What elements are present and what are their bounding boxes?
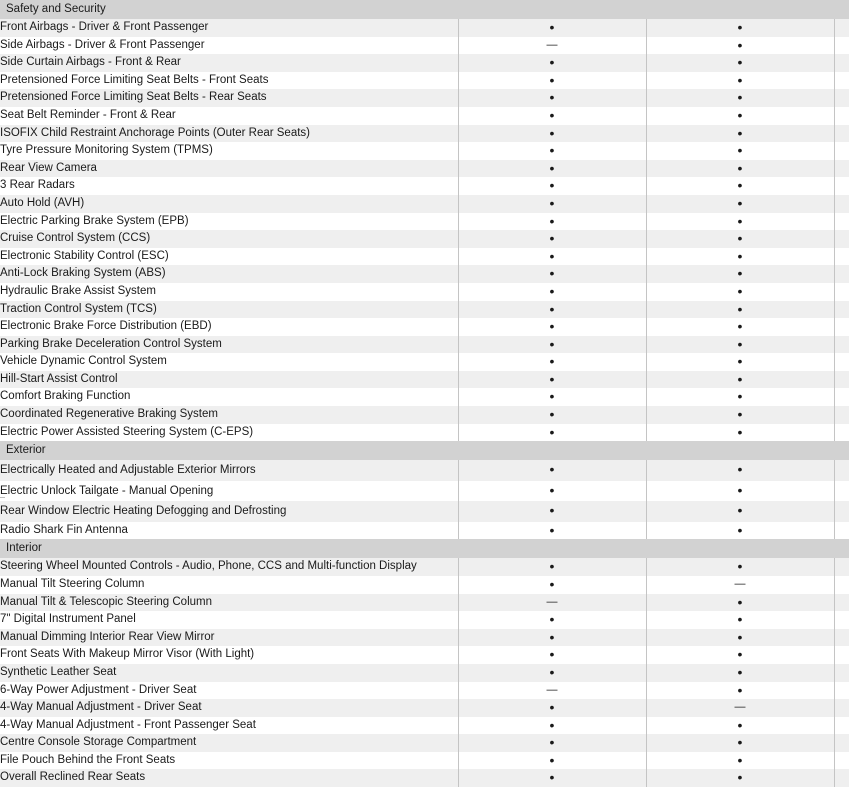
section-header-row <box>0 0 849 19</box>
included-mark-icon: • <box>549 699 555 716</box>
variant-1-availability <box>458 89 646 107</box>
row-end-spacer <box>834 318 849 336</box>
included-mark-icon: • <box>549 124 555 141</box>
variant-1-availability <box>458 558 646 576</box>
variant-1-availability <box>458 142 646 160</box>
row-end-spacer <box>834 336 849 354</box>
variant-2-availability <box>646 611 834 629</box>
variant-1-availability <box>458 248 646 266</box>
section-title: Exterior <box>0 441 849 460</box>
feature-label: Pretensioned Force Limiting Seat Belts - Front Seats <box>0 72 458 90</box>
included-mark-icon: • <box>549 71 555 88</box>
feature-label: Comfort Braking Function <box>0 388 458 406</box>
feature-label: Electric Power Assisted Steering System (C-EPS) <box>0 424 458 442</box>
row-end-spacer <box>834 195 849 213</box>
included-mark-icon: • <box>737 423 743 440</box>
variant-1-availability <box>458 107 646 125</box>
table-row <box>0 19 849 37</box>
table-row <box>0 769 849 787</box>
row-end-spacer <box>834 699 849 717</box>
variant-1-availability <box>458 371 646 389</box>
included-mark-icon: • <box>549 423 555 440</box>
included-mark-icon: • <box>549 521 555 538</box>
feature-label: Anti-Lock Braking System (ABS) <box>0 265 458 283</box>
feature-label: Manual Dimming Interior Rear View Mirror <box>0 629 458 647</box>
variant-2-availability <box>646 265 834 283</box>
included-mark-icon: • <box>549 300 555 317</box>
row-end-spacer <box>834 576 849 594</box>
variant-1-availability <box>458 265 646 283</box>
row-end-spacer <box>834 664 849 682</box>
row-end-spacer <box>834 54 849 72</box>
variant-1-availability <box>458 160 646 178</box>
table-row <box>0 89 849 107</box>
table-row <box>0 682 849 700</box>
variant-2-availability <box>646 769 834 787</box>
included-mark-icon: • <box>737 769 743 786</box>
variant-1-availability <box>458 682 646 700</box>
included-mark-icon: • <box>737 36 743 53</box>
variant-1-availability <box>458 177 646 195</box>
feature-label: Auto Hold (AVH) <box>0 195 458 213</box>
table-row <box>0 646 849 664</box>
included-mark-icon: • <box>549 265 555 282</box>
row-end-spacer <box>834 371 849 389</box>
row-end-spacer <box>834 248 849 266</box>
row-end-spacer <box>834 481 849 502</box>
included-mark-icon: • <box>549 558 555 575</box>
variant-1-availability <box>458 230 646 248</box>
included-mark-icon: • <box>549 406 555 423</box>
table-row <box>0 424 849 442</box>
included-mark-icon: • <box>737 124 743 141</box>
row-end-spacer <box>834 283 849 301</box>
table-row <box>0 230 849 248</box>
not-included-mark-icon: — <box>734 577 746 590</box>
row-end-spacer <box>834 424 849 442</box>
table-row <box>0 54 849 72</box>
included-mark-icon: • <box>737 106 743 123</box>
included-mark-icon: • <box>737 353 743 370</box>
row-end-spacer <box>834 142 849 160</box>
included-mark-icon: • <box>549 611 555 628</box>
row-end-spacer <box>834 19 849 37</box>
table-row <box>0 248 849 266</box>
variant-2-availability <box>646 353 834 371</box>
included-mark-icon: • <box>737 593 743 610</box>
feature-label: Electrically Heated and Adjustable Exterior Mirrors <box>0 460 458 481</box>
row-end-spacer <box>834 522 849 540</box>
variant-2-availability <box>646 699 834 717</box>
variant-2-availability <box>646 664 834 682</box>
feature-label: Electric Unlock Tailgate - Manual Opening <box>0 481 458 502</box>
variant-2-availability <box>646 388 834 406</box>
included-mark-icon: • <box>737 716 743 733</box>
variant-2-availability <box>646 424 834 442</box>
variant-2-availability <box>646 19 834 37</box>
included-mark-icon: • <box>549 646 555 663</box>
table-row <box>0 664 849 682</box>
included-mark-icon: • <box>737 194 743 211</box>
row-end-spacer <box>834 629 849 647</box>
included-mark-icon: • <box>549 247 555 264</box>
included-mark-icon: • <box>737 335 743 352</box>
variant-2-availability <box>646 177 834 195</box>
included-mark-icon: • <box>737 19 743 35</box>
variant-2-availability <box>646 558 834 576</box>
row-end-spacer <box>834 460 849 481</box>
included-mark-icon: • <box>737 247 743 264</box>
row-end-spacer <box>834 160 849 178</box>
feature-label: ISOFIX Child Restraint Anchorage Points (Outer Rear Seats) <box>0 125 458 143</box>
included-mark-icon: • <box>737 663 743 680</box>
page-edge-tick <box>0 497 5 498</box>
table-row <box>0 213 849 231</box>
section-header-row <box>0 441 849 460</box>
included-mark-icon: • <box>737 406 743 423</box>
variant-1-availability <box>458 37 646 55</box>
feature-label: Steering Wheel Mounted Controls - Audio, Phone, CCS and Multi-function Display <box>0 558 458 576</box>
included-mark-icon: • <box>737 265 743 282</box>
row-end-spacer <box>834 177 849 195</box>
table-row <box>0 318 849 336</box>
variant-2-availability <box>646 283 834 301</box>
included-mark-icon: • <box>549 54 555 71</box>
table-row <box>0 37 849 55</box>
table-row <box>0 301 849 319</box>
variant-1-availability <box>458 734 646 752</box>
included-mark-icon: • <box>549 663 555 680</box>
variant-1-availability <box>458 54 646 72</box>
variant-1-availability <box>458 318 646 336</box>
table-row <box>0 125 849 143</box>
included-mark-icon: • <box>737 388 743 405</box>
row-end-spacer <box>834 717 849 735</box>
row-end-spacer <box>834 734 849 752</box>
row-end-spacer <box>834 72 849 90</box>
variant-2-availability <box>646 629 834 647</box>
included-mark-icon: • <box>549 481 555 498</box>
included-mark-icon: • <box>737 558 743 575</box>
included-mark-icon: • <box>549 159 555 176</box>
variant-1-availability <box>458 481 646 502</box>
row-end-spacer <box>834 594 849 612</box>
variant-2-availability <box>646 752 834 770</box>
included-mark-icon: • <box>549 212 555 229</box>
variant-2-availability <box>646 522 834 540</box>
row-end-spacer <box>834 230 849 248</box>
feature-label: Rear View Camera <box>0 160 458 178</box>
included-mark-icon: • <box>549 194 555 211</box>
feature-label: Electronic Stability Control (ESC) <box>0 248 458 266</box>
not-included-mark-icon: — <box>734 701 746 714</box>
variant-2-availability <box>646 481 834 502</box>
row-end-spacer <box>834 353 849 371</box>
variant-1-availability <box>458 72 646 90</box>
included-mark-icon: • <box>737 177 743 194</box>
variant-2-availability <box>646 371 834 389</box>
feature-label: Coordinated Regenerative Braking System <box>0 406 458 424</box>
table-row <box>0 265 849 283</box>
table-row <box>0 195 849 213</box>
table-row <box>0 177 849 195</box>
table-row <box>0 752 849 770</box>
variant-1-availability <box>458 699 646 717</box>
row-end-spacer <box>834 265 849 283</box>
feature-label: Seat Belt Reminder - Front & Rear <box>0 107 458 125</box>
variant-1-availability <box>458 752 646 770</box>
feature-label: Pretensioned Force Limiting Seat Belts - Rear Seats <box>0 89 458 107</box>
table-row <box>0 734 849 752</box>
included-mark-icon: • <box>549 177 555 194</box>
included-mark-icon: • <box>549 142 555 159</box>
included-mark-icon: • <box>549 353 555 370</box>
included-mark-icon: • <box>549 751 555 768</box>
included-mark-icon: • <box>737 461 743 478</box>
feature-label: File Pouch Behind the Front Seats <box>0 752 458 770</box>
table-row <box>0 460 849 481</box>
variant-1-availability <box>458 717 646 735</box>
section-title: Interior <box>0 539 849 558</box>
table-row <box>0 371 849 389</box>
table-row <box>0 481 849 502</box>
variant-2-availability <box>646 646 834 664</box>
variant-2-availability <box>646 336 834 354</box>
included-mark-icon: • <box>737 142 743 159</box>
feature-label: Overall Reclined Rear Seats <box>0 769 458 787</box>
variant-2-availability <box>646 195 834 213</box>
row-end-spacer <box>834 107 849 125</box>
included-mark-icon: • <box>549 89 555 106</box>
included-mark-icon: • <box>737 611 743 628</box>
variant-2-availability <box>646 72 834 90</box>
variant-1-availability <box>458 501 646 522</box>
table-row <box>0 336 849 354</box>
variant-1-availability <box>458 353 646 371</box>
included-mark-icon: • <box>737 481 743 498</box>
feature-label: Manual Tilt Steering Column <box>0 576 458 594</box>
included-mark-icon: • <box>549 502 555 519</box>
row-end-spacer <box>834 611 849 629</box>
feature-label: Front Seats With Makeup Mirror Visor (With Light) <box>0 646 458 664</box>
variant-1-availability <box>458 283 646 301</box>
table-row <box>0 522 849 540</box>
included-mark-icon: • <box>549 628 555 645</box>
variant-1-availability <box>458 336 646 354</box>
table-row <box>0 388 849 406</box>
variant-2-availability <box>646 37 834 55</box>
variant-2-availability <box>646 318 834 336</box>
variant-2-availability <box>646 142 834 160</box>
row-end-spacer <box>834 388 849 406</box>
variant-1-availability <box>458 611 646 629</box>
table-row <box>0 353 849 371</box>
section-header-row <box>0 539 849 558</box>
feature-label: 7" Digital Instrument Panel <box>0 611 458 629</box>
variant-2-availability <box>646 501 834 522</box>
feature-label: Centre Console Storage Compartment <box>0 734 458 752</box>
row-end-spacer <box>834 646 849 664</box>
variant-1-availability <box>458 460 646 481</box>
feature-label: Rear Window Electric Heating Defogging and Defrosting <box>0 501 458 522</box>
included-mark-icon: • <box>549 769 555 786</box>
variant-2-availability <box>646 89 834 107</box>
variant-2-availability <box>646 734 834 752</box>
included-mark-icon: • <box>549 734 555 751</box>
not-included-mark-icon: — <box>546 38 558 51</box>
variant-2-availability <box>646 682 834 700</box>
feature-label: 6-Way Power Adjustment - Driver Seat <box>0 682 458 700</box>
included-mark-icon: • <box>737 521 743 538</box>
variant-1-availability <box>458 646 646 664</box>
included-mark-icon: • <box>549 282 555 299</box>
feature-label: Side Curtain Airbags - Front & Rear <box>0 54 458 72</box>
row-end-spacer <box>834 752 849 770</box>
included-mark-icon: • <box>737 71 743 88</box>
table-row <box>0 107 849 125</box>
included-mark-icon: • <box>549 370 555 387</box>
included-mark-icon: • <box>737 646 743 663</box>
variant-1-availability <box>458 594 646 612</box>
included-mark-icon: • <box>737 212 743 229</box>
table-row <box>0 406 849 424</box>
feature-label: Synthetic Leather Seat <box>0 664 458 682</box>
included-mark-icon: • <box>549 388 555 405</box>
included-mark-icon: • <box>737 89 743 106</box>
variant-2-availability <box>646 576 834 594</box>
row-end-spacer <box>834 89 849 107</box>
table-row <box>0 594 849 612</box>
table-row <box>0 699 849 717</box>
feature-label: 4-Way Manual Adjustment - Front Passenger Seat <box>0 717 458 735</box>
variant-1-availability <box>458 19 646 37</box>
included-mark-icon: • <box>737 370 743 387</box>
variant-1-availability <box>458 629 646 647</box>
feature-label: 3 Rear Radars <box>0 177 458 195</box>
table-row <box>0 501 849 522</box>
variant-2-availability <box>646 54 834 72</box>
included-mark-icon: • <box>737 300 743 317</box>
variant-2-availability <box>646 460 834 481</box>
feature-label: Electric Parking Brake System (EPB) <box>0 213 458 231</box>
included-mark-icon: • <box>737 230 743 247</box>
variant-2-availability <box>646 160 834 178</box>
feature-label: Traction Control System (TCS) <box>0 301 458 319</box>
variant-1-availability <box>458 424 646 442</box>
variant-1-availability <box>458 388 646 406</box>
feature-label: Hydraulic Brake Assist System <box>0 283 458 301</box>
included-mark-icon: • <box>549 19 555 35</box>
row-end-spacer <box>834 213 849 231</box>
row-end-spacer <box>834 769 849 787</box>
variant-2-availability <box>646 248 834 266</box>
variant-2-availability <box>646 301 834 319</box>
included-mark-icon: • <box>549 106 555 123</box>
variant-1-availability <box>458 769 646 787</box>
included-mark-icon: • <box>737 681 743 698</box>
included-mark-icon: • <box>549 318 555 335</box>
included-mark-icon: • <box>737 751 743 768</box>
variant-2-availability <box>646 406 834 424</box>
included-mark-icon: • <box>737 734 743 751</box>
feature-label: Parking Brake Deceleration Control System <box>0 336 458 354</box>
variant-1-availability <box>458 406 646 424</box>
table-row <box>0 576 849 594</box>
variant-2-availability <box>646 213 834 231</box>
feature-label: Electronic Brake Force Distribution (EBD) <box>0 318 458 336</box>
variant-2-availability <box>646 717 834 735</box>
table-row <box>0 283 849 301</box>
table-row <box>0 160 849 178</box>
row-end-spacer <box>834 501 849 522</box>
variant-2-availability <box>646 230 834 248</box>
included-mark-icon: • <box>737 159 743 176</box>
feature-label: Manual Tilt & Telescopic Steering Column <box>0 594 458 612</box>
row-end-spacer <box>834 558 849 576</box>
table-row <box>0 558 849 576</box>
variant-2-availability <box>646 125 834 143</box>
variant-1-availability <box>458 664 646 682</box>
row-end-spacer <box>834 682 849 700</box>
feature-label: Cruise Control System (CCS) <box>0 230 458 248</box>
not-included-mark-icon: — <box>546 595 558 608</box>
variant-1-availability <box>458 195 646 213</box>
variant-2-availability <box>646 107 834 125</box>
feature-label: Tyre Pressure Monitoring System (TPMS) <box>0 142 458 160</box>
feature-label: Hill-Start Assist Control <box>0 371 458 389</box>
variant-1-availability <box>458 213 646 231</box>
variant-1-availability <box>458 301 646 319</box>
table-row <box>0 611 849 629</box>
table-row <box>0 717 849 735</box>
row-end-spacer <box>834 37 849 55</box>
variant-1-availability <box>458 522 646 540</box>
included-mark-icon: • <box>737 628 743 645</box>
feature-label: 4-Way Manual Adjustment - Driver Seat <box>0 699 458 717</box>
included-mark-icon: • <box>737 502 743 519</box>
included-mark-icon: • <box>549 716 555 733</box>
included-mark-icon: • <box>549 335 555 352</box>
included-mark-icon: • <box>737 282 743 299</box>
feature-label: Vehicle Dynamic Control System <box>0 353 458 371</box>
row-end-spacer <box>834 406 849 424</box>
feature-label: Side Airbags - Driver & Front Passenger <box>0 37 458 55</box>
included-mark-icon: • <box>549 461 555 478</box>
not-included-mark-icon: — <box>546 683 558 696</box>
variant-1-availability <box>458 125 646 143</box>
feature-label: Front Airbags - Driver & Front Passenger <box>0 19 458 37</box>
row-end-spacer <box>834 301 849 319</box>
table-row <box>0 72 849 90</box>
section-title: Safety and Security <box>0 0 849 19</box>
feature-label: Radio Shark Fin Antenna <box>0 522 458 540</box>
row-end-spacer <box>834 125 849 143</box>
table-row <box>0 629 849 647</box>
included-mark-icon: • <box>549 575 555 592</box>
included-mark-icon: • <box>549 230 555 247</box>
included-mark-icon: • <box>737 54 743 71</box>
variant-2-availability <box>646 594 834 612</box>
table-row <box>0 142 849 160</box>
included-mark-icon: • <box>737 318 743 335</box>
variant-1-availability <box>458 576 646 594</box>
